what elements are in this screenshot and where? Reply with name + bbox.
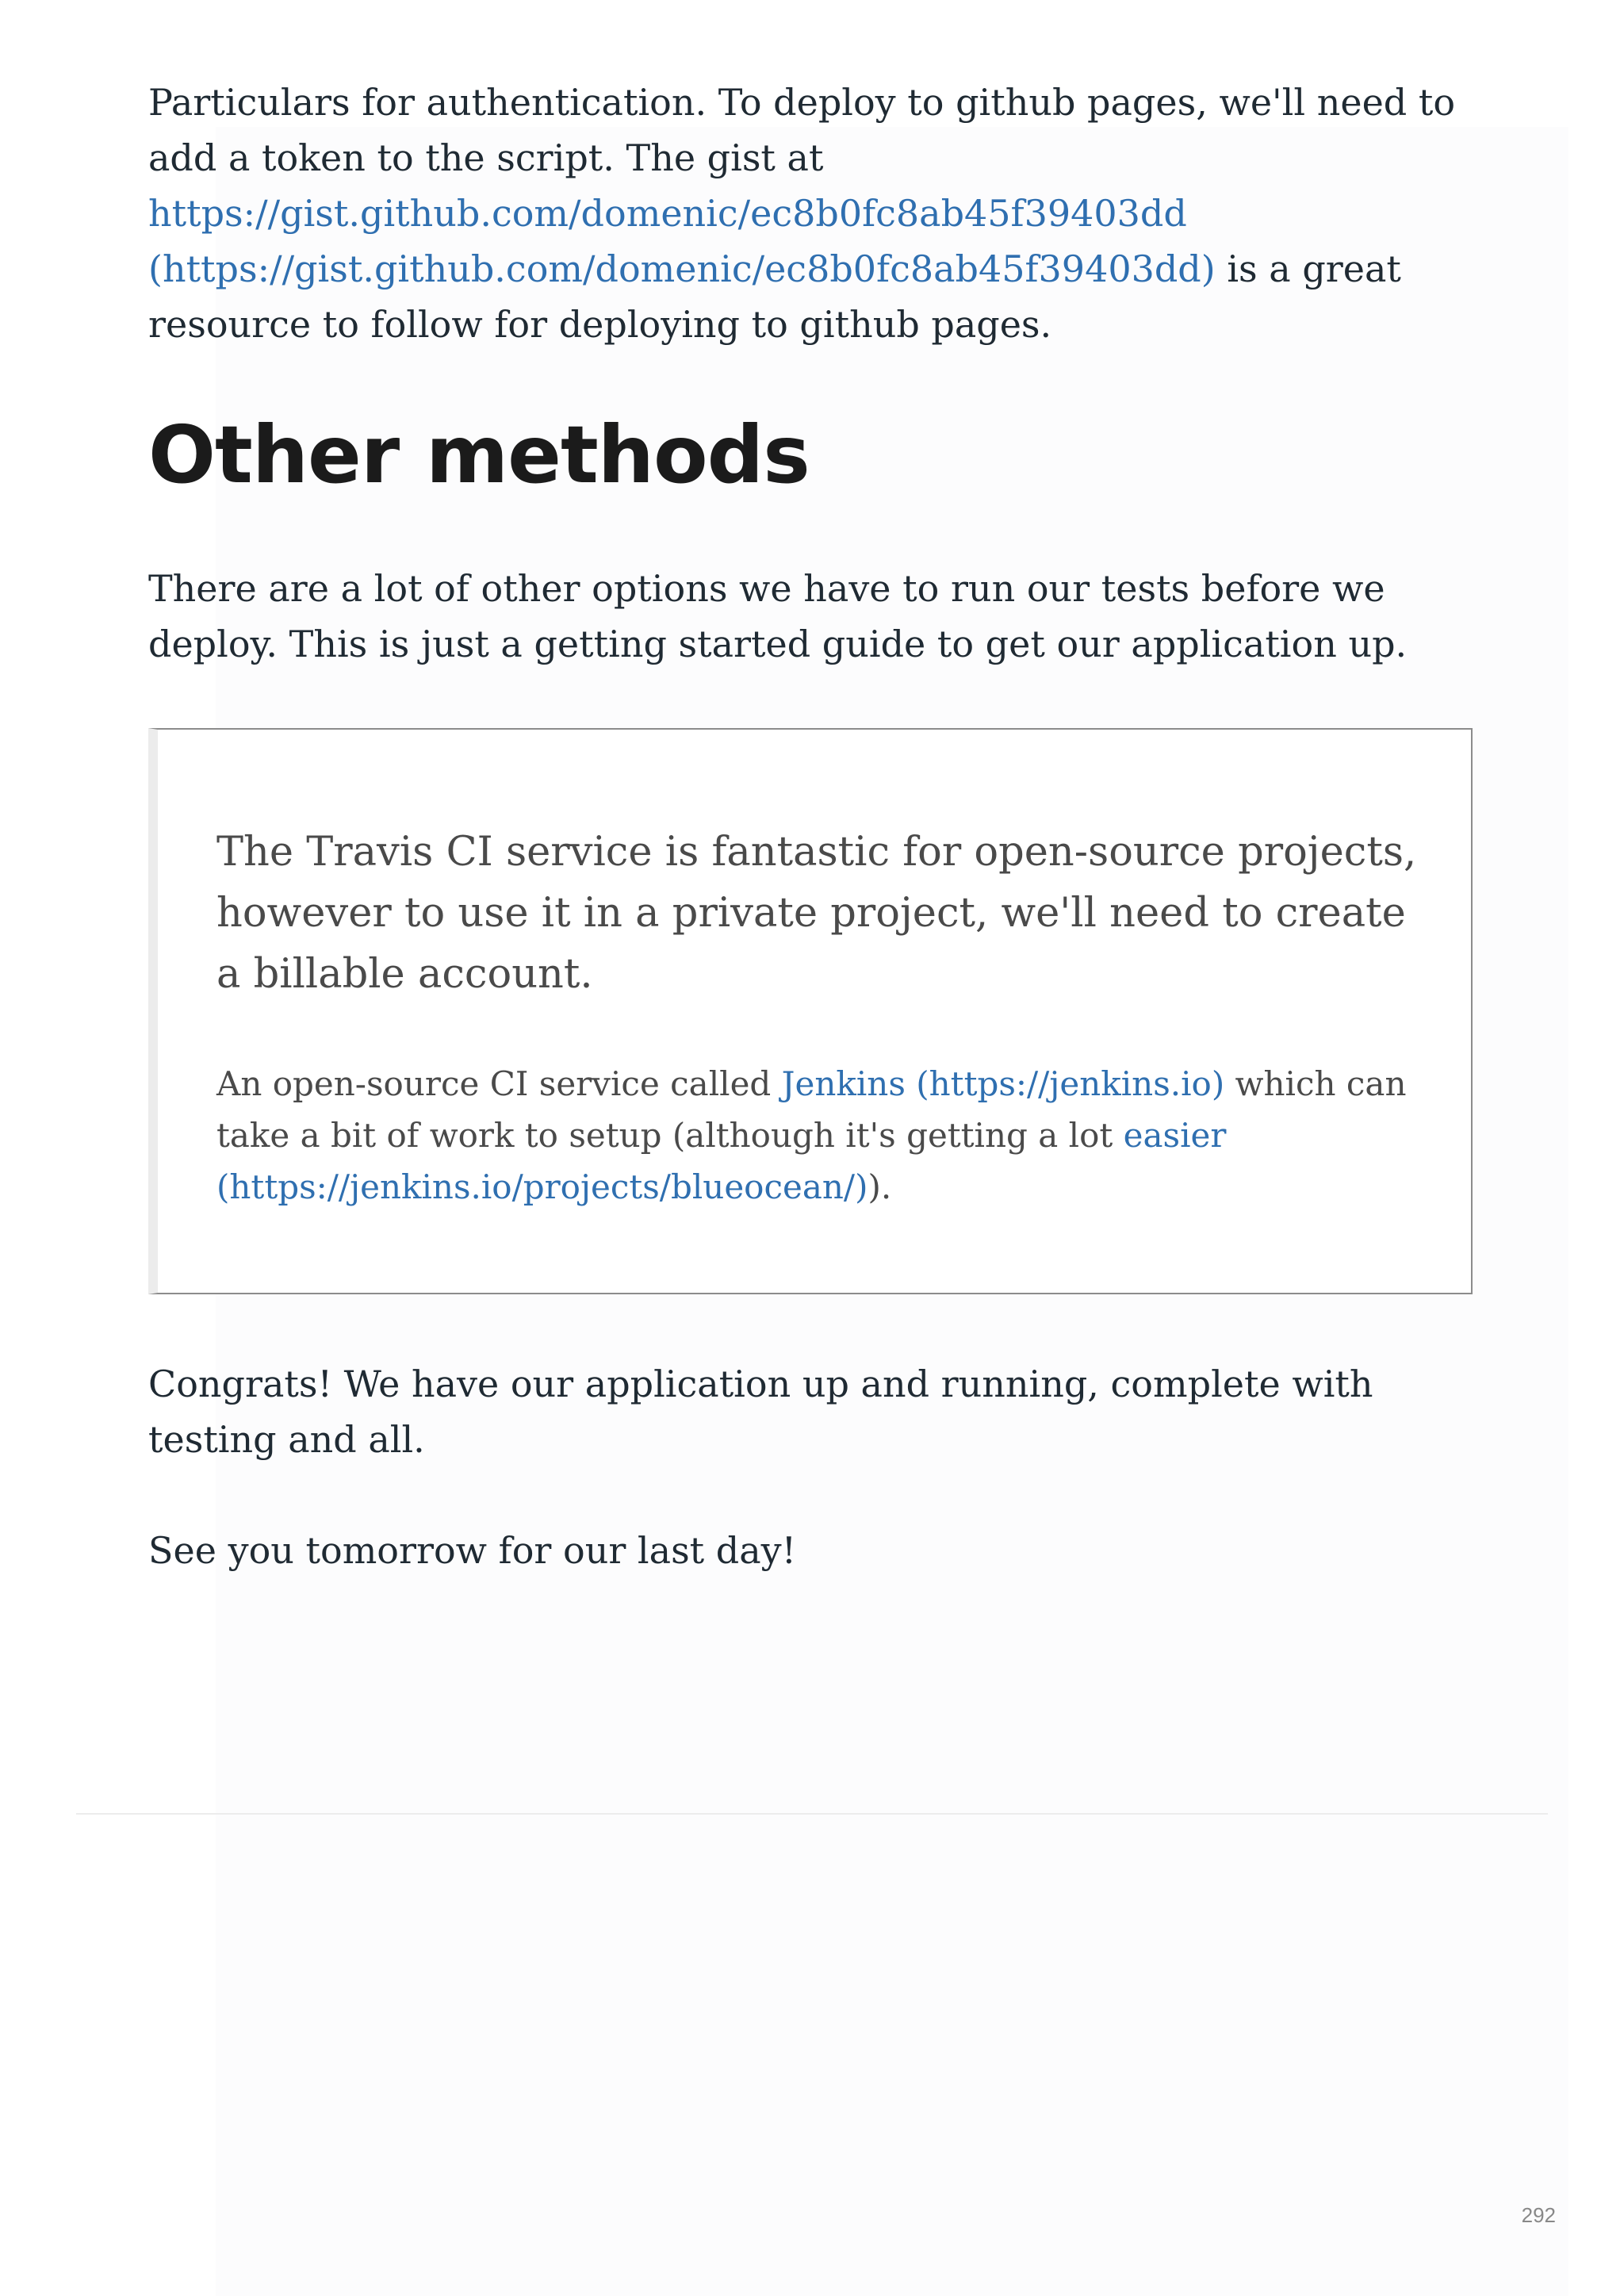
callout-main-text: The Travis CI service is fantastic for open-source projects, however to use it in a private project, we'll need to create a billable account.: [216, 829, 1417, 998]
gist-link-url[interactable]: (https://gist.github.com/domenic/ec8b0fc8ab45f39403dd): [148, 247, 1216, 290]
intro-text-before-link: Particulars for authentication. To deploy to github pages, we'll need to add a token to the script. The gist at: [148, 81, 1456, 179]
callout-sub-text-middle: which can take a bit of work to setup (although it's getting a lot: [216, 1064, 1407, 1155]
callout-sub-text: [216, 1058, 1422, 1213]
callout-sub-text-after: ).: [868, 1167, 892, 1206]
intro-text-after-link: is a great resource to follow for deploying to github pages.: [148, 247, 1401, 346]
section-heading: Other methods: [148, 408, 810, 501]
farewell-paragraph: See you tomorrow for our last day!: [148, 1529, 797, 1572]
blueocean-link[interactable]: easier (https://jenkins.io/projects/blueocean/): [216, 1116, 1227, 1206]
page-number: 292: [1521, 2203, 1556, 2227]
footer-divider: [76, 1813, 1548, 1815]
gist-link[interactable]: https://gist.github.com/domenic/ec8b0fc8ab45f39403dd: [148, 192, 1187, 235]
congrats-paragraph: Congrats! We have our application up and running, complete with testing and all.: [148, 1363, 1373, 1461]
section-paragraph: There are a lot of other options we have to run our tests before we deploy. This is just a getting started guide to get our application up.: [148, 567, 1408, 665]
intro-paragraph: [148, 75, 1496, 352]
callout-sub-text-before: An open-source CI service called: [216, 1064, 782, 1103]
callout-box: [148, 728, 1473, 1294]
jenkins-link[interactable]: Jenkins (https://jenkins.io): [781, 1064, 1225, 1103]
